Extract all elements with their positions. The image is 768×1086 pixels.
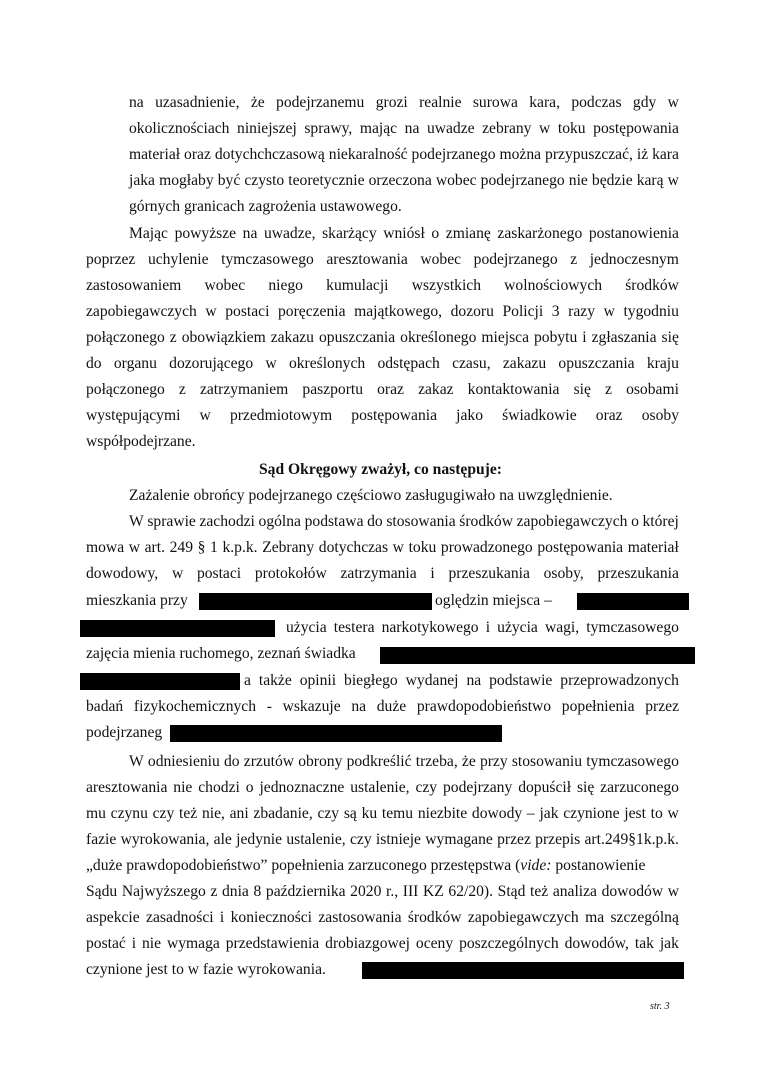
redaction-box <box>380 647 695 664</box>
text-line: mieszkania przy <box>86 592 188 609</box>
text-line: podejrzaneg <box>86 724 163 741</box>
redaction-box <box>170 725 502 742</box>
text-line: aresztowania nie chodzi o jednoznaczne ustalenie, czy podejrzany dopuścił się zarzuconego <box>86 779 679 796</box>
text-line: dowodowy, w postaci protokołów zatrzymania i przeszukania osoby, przeszukania <box>86 565 679 582</box>
text-line: połączonego z obowiązkiem zakazu opuszczania określonego miejsca pobytu i zgłaszania się <box>86 329 679 346</box>
text-line: fazie wyrokowania, ale jedynie ustalenie, czy istnieje wymagane przez przepis art.249§1k.p.k. <box>86 831 679 848</box>
text-line: a także opinii biegłego wydanej na podstawie przeprowadzonych <box>244 672 679 689</box>
text-line: materiał oraz dotychchczasową niekaralność podejrzanego można przypuszczać, iż kara <box>129 146 679 163</box>
text-line: zastosowaniem wobec niego kumulacji wszystkich wolnościowych środków <box>86 277 679 294</box>
text-line: górnych granicach zagrożenia ustawowego. <box>129 198 402 215</box>
text-line: badań fizykochemicznych - wskazuje na duże prawdopodobieństwo popełnienia przez <box>86 698 679 715</box>
text-line: postać i nie wymaga przedstawienia drobiazgowej oceny poszczególnych dowodów, tak jak <box>86 935 679 952</box>
text-line: jaka mogłaby być czysto teoretycznie orzeczona wobec podejrzanego nie będzie karą w <box>129 172 679 189</box>
section-heading: Sąd Okręgowy zważył, co następuje: <box>259 461 502 478</box>
text-line: W sprawie zachodzi ogólna podstawa do stosowania środków zapobiegawczych o której <box>129 513 679 530</box>
text-line: W odniesieniu do zrzutów obrony podkreślić trzeba, że przy stosowaniu tymczasowego <box>129 753 679 770</box>
text-line: występującymi w przedmiotowym postępowania jako świadkowie oraz osoby <box>86 407 679 424</box>
redaction-box <box>80 673 240 690</box>
text-line: czynione jest to w fazie wyrokowania. <box>86 961 326 978</box>
redaction-box <box>362 962 684 979</box>
text-line: oględzin miejsca – <box>435 592 552 609</box>
redaction-box <box>577 593 689 610</box>
page-number: str. 3 <box>650 1001 670 1012</box>
text-line: Sądu Najwyższego z dnia 8 października 2020 r., III KZ 62/20). Stąd też analiza dowodów w <box>86 883 679 900</box>
text-line: zapobiegawczych w postaci poręczenia majątkowego, dozoru Policji 3 razy w tygodniu <box>86 303 679 320</box>
redaction-box <box>80 620 275 637</box>
text-line: okolicznościach niniejszej sprawy, mając na uwadze zebrany w toku postępowania <box>129 120 679 137</box>
text-line: do organu dozorującego w określonych odstępach czasu, zakazu opuszczania kraju <box>86 355 679 372</box>
text-line: użycia testera narkotykowego i użycia wagi, tymczasowego <box>286 619 679 636</box>
text-line-citation: „duże prawdopodobieństwo” popełnienia zarzuconego przestępstwa (vide: postanowienie <box>86 857 646 874</box>
text-line: na uzasadnienie, że podejrzanemu grozi realnie surowa kara, podczas gdy w <box>129 94 679 111</box>
redaction-box <box>199 593 432 610</box>
text-line: zajęcia mienia ruchomego, zeznań świadka <box>86 645 356 662</box>
text-line: aspekcie zasadności i konieczności zastosowania środków zapobiegawczych ma szczególną <box>86 909 679 926</box>
text-line: Mając powyższe na uwadze, skarżący wniósł o zmianę zaskarżonego postanowienia <box>129 225 679 242</box>
text-line: mowa w art. 249 § 1 k.p.k. Zebrany dotychczas w toku prowadzonego postępowania materiał <box>86 539 679 556</box>
text-line: poprzez uchylenie tymczasowego aresztowania wobec podejrzanego z jednoczesnym <box>86 251 679 268</box>
text-line: współpodejrzane. <box>86 433 196 450</box>
text-line: mu czynu czy też nie, ani zbadanie, czy są ku temu niezbite dowody – jak czynione jest to w <box>86 805 679 822</box>
text-line: Zażalenie obrońcy podejrzanego częściowo zasługugiwało na uwzględnienie. <box>129 487 613 504</box>
text-line: połączonego z zatrzymaniem paszportu oraz zakaz kontaktowania się z osobami <box>86 381 679 398</box>
